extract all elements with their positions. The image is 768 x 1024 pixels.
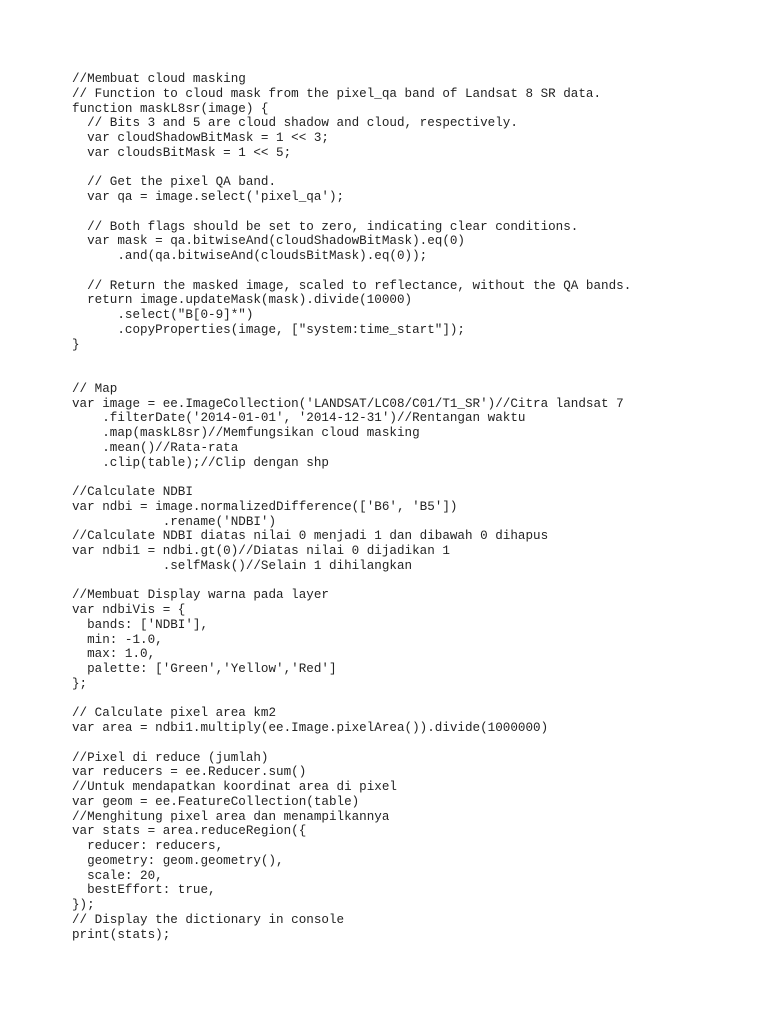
code-line: var reducers = ee.Reducer.sum() — [72, 765, 307, 780]
code-line: // Function to cloud mask from the pixel_qa band of Landsat 8 SR data. — [72, 86, 602, 101]
code-line: // Bits 3 and 5 are cloud shadow and cloud, respectively. — [72, 116, 518, 131]
code-line: // Both flags should be set to zero, indicating clear conditions. — [72, 219, 579, 234]
code-line: .and(qa.bitwiseAnd(cloudsBitMask).eq(0)); — [72, 249, 428, 263]
blank-line — [72, 470, 631, 485]
code-line: .map(maskL8sr)//Memfungsikan cloud masking — [72, 426, 420, 440]
code-line: //Membuat cloud masking — [72, 72, 246, 86]
code-line: //Untuk mendapatkan koordinat area di pixel — [72, 780, 397, 794]
code-line: .selfMask()//Selain 1 dihilangkan — [72, 558, 413, 573]
blank-line — [72, 367, 631, 382]
blank-line — [72, 161, 631, 176]
code-line: //Calculate NDBI — [72, 485, 193, 499]
code-line: .rename('NDBI') — [72, 514, 277, 529]
code-line: .clip(table);//Clip dengan shp — [72, 455, 329, 470]
blank-line — [72, 352, 631, 367]
code-line: var mask = qa.bitwiseAnd(cloudShadowBitMask).eq(0) — [72, 234, 465, 249]
code-line: var ndbi1 = ndbi.gt(0)//Diatas nilai 0 dijadikan 1 — [72, 544, 450, 558]
blank-line — [72, 205, 631, 220]
code-line: .filterDate('2014-01-01', '2014-12-31')//Rentangan waktu — [72, 411, 526, 426]
code-line: //Membuat Display warna pada layer — [72, 588, 329, 603]
code-line: }); — [72, 898, 95, 912]
code-line: var qa = image.select('pixel_qa'); — [72, 190, 345, 204]
code-line: min: -1.0, — [72, 632, 163, 647]
code-line: var ndbi = image.normalizedDifference(['B6', 'B5']) — [72, 499, 458, 514]
code-line: // Return the masked image, scaled to reflectance, without the QA bands. — [72, 278, 632, 293]
code-line: bands: ['NDBI'], — [72, 617, 209, 632]
code-line: .select("B[0-9]*") — [72, 308, 254, 322]
code-line: palette: ['Green','Yellow','Red'] — [72, 662, 337, 676]
code-line: bestEffort: true, — [72, 883, 216, 898]
code-line: function maskL8sr(image) { — [72, 101, 269, 116]
code-line: return image.updateMask(mask).divide(10000) — [72, 293, 413, 308]
code-line: //Calculate NDBI diatas nilai 0 menjadi 1 dan dibawah 0 dihapus — [72, 529, 549, 544]
code-line: var ndbiVis = { — [72, 603, 186, 617]
code-line: //Pixel di reduce (jumlah) — [72, 750, 269, 765]
code-line: var image = ee.ImageCollection('LANDSAT/LC08/C01/T1_SR')//Citra landsat 7 — [72, 396, 624, 411]
code-line: //Menghitung pixel area dan menampilkannya — [72, 809, 390, 824]
code-line: reducer: reducers, — [72, 839, 224, 853]
code-line: var cloudsBitMask = 1 << 5; — [72, 145, 292, 160]
code-line: // Calculate pixel area km2 — [72, 706, 277, 721]
code-line: .mean()//Rata-rata — [72, 440, 239, 455]
blank-line — [72, 736, 631, 751]
code-line: geometry: geom.geometry(), — [72, 853, 284, 868]
blank-line — [72, 574, 631, 589]
code-line: } — [72, 337, 80, 352]
code-line: // Get the pixel QA band. — [72, 175, 277, 190]
code-block — [72, 72, 631, 942]
code-line: // Map — [72, 381, 118, 396]
blank-line — [72, 692, 631, 707]
code-line: // Display the dictionary in console — [72, 912, 345, 927]
blank-line — [72, 264, 631, 279]
code-line: }; — [72, 676, 88, 691]
code-line: .copyProperties(image, ["system:time_start"]); — [72, 322, 465, 337]
code-line: var stats = area.reduceRegion({ — [72, 824, 307, 839]
code-line: var cloudShadowBitMask = 1 << 3; — [72, 131, 329, 145]
code-line: max: 1.0, — [72, 647, 156, 662]
code-line: scale: 20, — [72, 868, 163, 883]
code-line: var geom = ee.FeatureCollection(table) — [72, 794, 360, 809]
code-line: var area = ndbi1.multiply(ee.Image.pixelArea()).divide(1000000) — [72, 721, 549, 735]
code-line: print(stats); — [72, 927, 171, 942]
